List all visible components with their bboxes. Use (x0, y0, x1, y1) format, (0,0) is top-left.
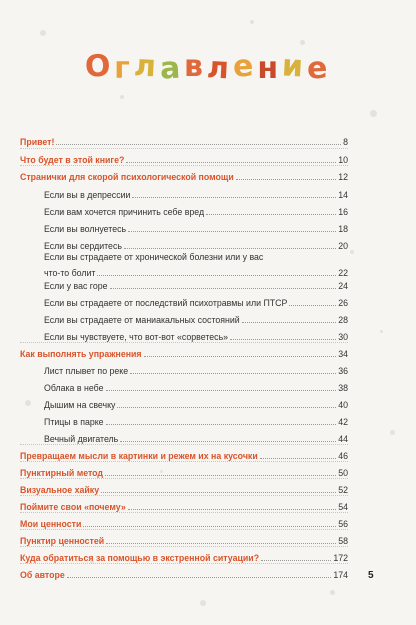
toc-section-entry[interactable] (20, 149, 348, 165)
toc-section-entry[interactable] (20, 479, 348, 495)
paper-speck (250, 20, 254, 24)
toc-page-number: 28 (338, 315, 348, 325)
toc-subentry[interactable] (44, 184, 348, 200)
toc-entry-label: Если вы чувствуете, что вот-вот «сорветесь» (44, 332, 229, 342)
toc-page-number: 14 (338, 190, 348, 200)
toc-entry-label: Дышим на свечку (44, 400, 116, 410)
toc-entry-label: Об авторе (20, 570, 65, 580)
title-letter: е (306, 50, 333, 87)
toc-entry-label: Превращаем мысли в картинки и режем их на кусочки (20, 451, 258, 461)
toc-section-entry[interactable] (20, 462, 348, 478)
toc-page-number: 54 (338, 502, 348, 512)
dot-leader (242, 322, 336, 323)
toc-entry-label: Пунктир ценностей (20, 536, 105, 546)
toc-entry-label: Визуальное хайку (20, 485, 100, 495)
toc-section-entry[interactable] (20, 166, 348, 182)
toc-page-number: 20 (338, 241, 348, 251)
dot-leader (124, 248, 336, 249)
toc-entry-label: Если вы страдаете от маниакальных состояний (44, 315, 240, 325)
toc-entry-label: Как выполнять упражнения (20, 349, 142, 359)
toc-page-number: 24 (338, 281, 348, 291)
toc-entry-label: Птицы в парке (44, 417, 104, 427)
toc-page-number: 18 (338, 224, 348, 234)
toc-section-entry[interactable] (20, 564, 348, 580)
paper-speck (25, 400, 31, 406)
toc-subentry[interactable] (44, 235, 348, 251)
toc-page-number: 50 (338, 468, 348, 478)
toc-page-number: 44 (338, 434, 348, 444)
toc-entry-label: Лист плывет по реке (44, 366, 129, 376)
title-letter: н (257, 51, 283, 86)
toc-page-number: 46 (338, 451, 348, 461)
toc-entry-label: Если вам хочется причинить себе вред (44, 207, 205, 217)
toc-section-entry[interactable] (20, 445, 348, 461)
dot-leader (132, 197, 336, 198)
dot-leader (67, 577, 332, 578)
dot-leader (56, 144, 341, 145)
toc-page-number: 56 (338, 519, 348, 529)
dot-leader (120, 441, 336, 442)
paper-speck (350, 250, 354, 254)
dot-leader (128, 509, 336, 510)
dot-leader (144, 356, 337, 357)
paper-speck (40, 30, 46, 36)
dot-leader (128, 231, 336, 232)
dot-leader (230, 339, 336, 340)
toc-entry-label: Если вы страдаете от последствий психотравмы или ПТСР (44, 298, 288, 308)
toc-entry-label: Облака в небе (44, 383, 104, 393)
paper-speck (300, 40, 305, 45)
page-title (0, 50, 416, 85)
toc-page-number: 172 (333, 553, 348, 563)
toc-page-number: 30 (338, 332, 348, 342)
dot-leader (236, 179, 336, 180)
toc-page-number: 36 (338, 366, 348, 376)
toc-subentry[interactable] (44, 394, 348, 410)
toc-page-number: 174 (333, 570, 348, 580)
toc-entry-label: что-то болит (44, 268, 96, 278)
toc-section-entry[interactable] (20, 513, 348, 529)
toc-subentry[interactable] (44, 201, 348, 217)
paper-speck (390, 430, 395, 435)
page-number: 5 (368, 570, 374, 581)
toc-page-number: 16 (338, 207, 348, 217)
toc-page-number: 34 (338, 349, 348, 359)
toc-subentry[interactable] (44, 411, 348, 427)
dot-leader (117, 407, 336, 408)
dot-leader (106, 424, 337, 425)
toc-section-entry[interactable] (20, 343, 348, 359)
title-letter: и (281, 48, 308, 85)
toc-page-number: 22 (338, 268, 348, 278)
toc-entry-label: Пунктирный метод (20, 468, 104, 478)
toc-subentry[interactable] (44, 275, 348, 291)
toc-subentry[interactable] (44, 326, 348, 342)
dot-leader (261, 560, 331, 561)
toc-entry-label: Если вы сердитесь (44, 241, 122, 251)
toc-page-number: 52 (338, 485, 348, 495)
title-letter: е (232, 48, 259, 85)
toc-page-number: 8 (343, 137, 348, 147)
paper-speck (120, 95, 124, 99)
toc-page-number: 38 (338, 383, 348, 393)
toc-section-entry[interactable] (20, 547, 348, 563)
toc-entry-label: Куда обратиться за помощью в экстренной ситуации? (20, 553, 260, 563)
toc-page-number: 58 (338, 536, 348, 546)
dot-leader (101, 492, 336, 493)
toc-subentry[interactable] (44, 309, 348, 325)
toc-page-number: 12 (338, 172, 348, 182)
toc-entry-label: Вечный двигатель (44, 434, 119, 444)
toc-section-entry[interactable] (20, 131, 348, 147)
toc-page-number: 26 (338, 298, 348, 308)
toc-subentry[interactable] (44, 292, 348, 308)
toc-entry-label: Привет! (20, 137, 55, 147)
dot-leader (106, 543, 336, 544)
toc-entry-label: Поймите свои «почему» (20, 502, 126, 512)
title-letter: в (183, 49, 207, 84)
dot-leader (105, 475, 336, 476)
dot-leader (110, 288, 337, 289)
toc-entry-label: Если вы в депрессии (44, 190, 131, 200)
title-letter: л (206, 50, 234, 87)
paper-speck (380, 330, 383, 333)
dot-leader (126, 162, 336, 163)
paper-speck (330, 590, 335, 595)
toc-page-number: 42 (338, 417, 348, 427)
title-letter: О (83, 48, 115, 85)
paper-speck (370, 110, 377, 117)
dot-leader (289, 305, 336, 306)
toc-entry-label: Странички для скорой психологической помощи (20, 172, 234, 182)
toc-subentry[interactable] (44, 377, 348, 393)
toc-subentry[interactable] (44, 428, 348, 444)
toc-page-number: 10 (338, 155, 348, 165)
toc-section-entry[interactable] (20, 530, 348, 546)
toc-entry-label: Что будет в этой книге? (20, 155, 125, 165)
paper-speck (200, 600, 206, 606)
title-letter: г (114, 51, 134, 86)
toc-subentry[interactable] (44, 218, 348, 234)
title-letter: а (158, 50, 185, 87)
dot-leader (260, 458, 336, 459)
toc-entry-label: Если у вас горе (44, 281, 108, 291)
toc-subentry[interactable] (44, 360, 348, 376)
dot-leader (206, 214, 336, 215)
title-letter: л (132, 48, 161, 85)
dot-leader (130, 373, 336, 374)
toc-section-entry[interactable] (20, 496, 348, 512)
dot-leader (106, 390, 337, 391)
toc-entry-label: Если вы волнуетесь (44, 224, 127, 234)
toc-entry-label: Мои ценности (20, 519, 82, 529)
toc-page-number: 40 (338, 400, 348, 410)
toc-entry-label: Если вы страдаете от хронической болезни или у вас (44, 252, 264, 262)
dot-leader (83, 526, 336, 527)
